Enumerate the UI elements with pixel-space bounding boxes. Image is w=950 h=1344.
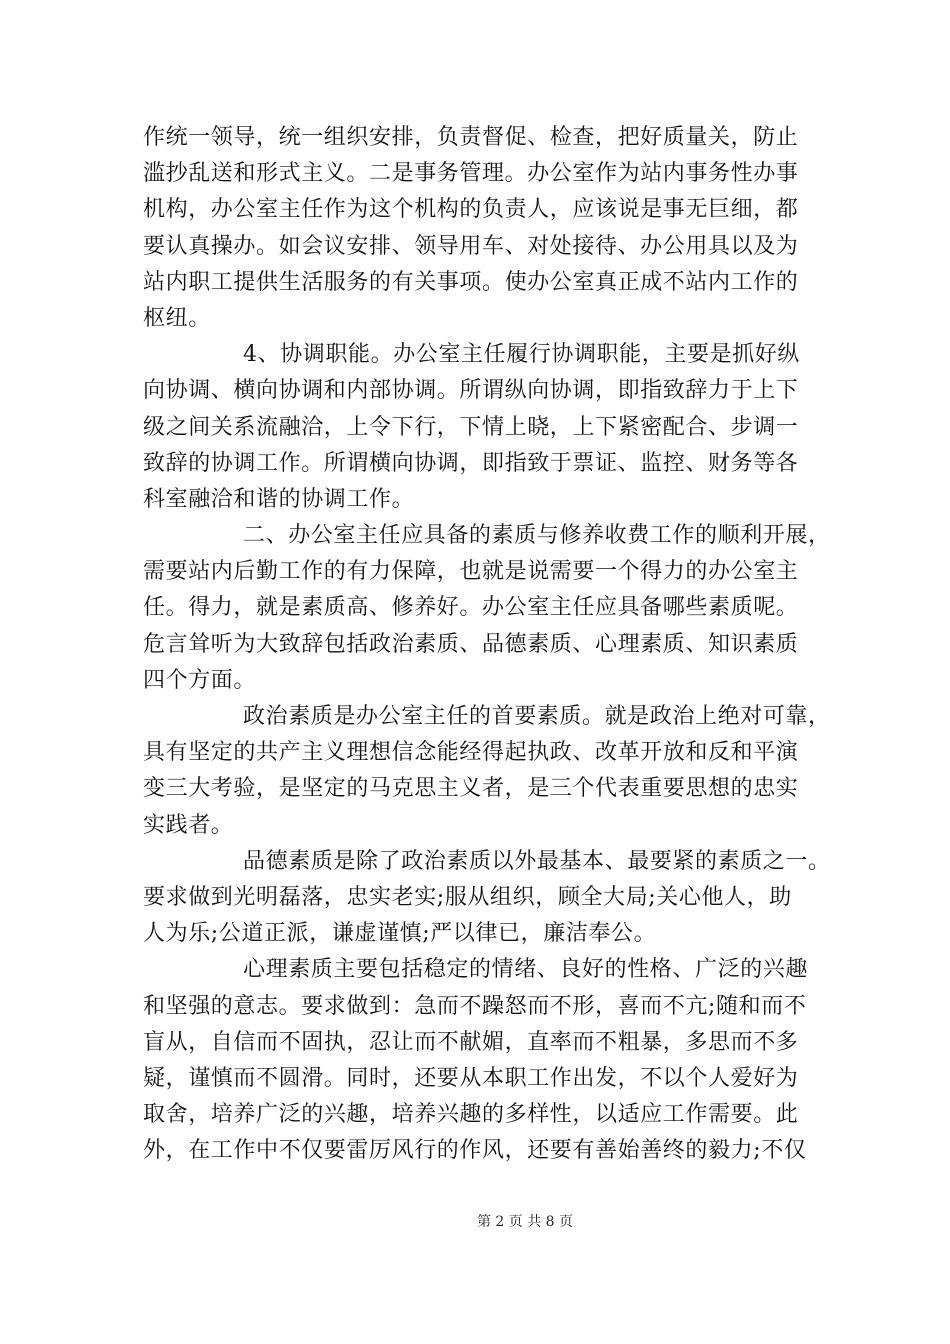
text-line: 和坚强的意志。要求做到：急而不躁怒而不形，喜而不亢;随和而不 [143, 993, 807, 1019]
text-line: 枢纽。 [143, 305, 211, 331]
document-body [143, 120, 831, 1169]
paragraph-start-line: 4、协调职能。办公室主任履行协调职能，主要是抓好纵 [243, 342, 800, 368]
text-line: 机构，办公室主任作为这个机构的负责人，应该说是事无巨细，都 [143, 197, 799, 223]
text-line: 致辞的协调工作。所谓横向协调，即指致于票证、监控、财务等各 [143, 450, 799, 476]
text-line: 危言耸听为大致辞包括政治素质、品德素质、心理素质、知识素质 [143, 631, 799, 657]
page-number-footer: 第 2 页 共 8 页 [476, 1214, 574, 1230]
text-line: 实践者。 [143, 812, 234, 838]
text-line: 级之间关系流融洽，上令下行，下情上晓，上下紧密配合、步调一 [143, 414, 799, 440]
text-line: 盲从，自信而不固执，忍让而不献媚，直率而不粗暴，多思而不多 [143, 1029, 799, 1055]
text-line: 要求做到光明磊落，忠实老实;服从组织，顾全大局;关心他人，助 [143, 884, 792, 910]
paragraph-start-line: 心理素质主要包括稳定的情绪、良好的性格、广泛的兴趣 [243, 957, 809, 983]
text-line: 变三大考验，是坚定的马克思主义者，是三个代表重要思想的忠实 [143, 776, 799, 802]
paragraph-start-line: 二、办公室主任应具备的素质与修养收费工作的顺利开展， [243, 523, 831, 549]
text-line: 站内职工提供生活服务的有关事项。使办公室真正成不站内工作的 [143, 269, 799, 295]
text-line: 科室融洽和谐的协调工作。 [143, 486, 415, 512]
paragraph-start-line: 品德素质是除了政治素质以外最基本、最要紧的素质之一。 [243, 848, 831, 874]
text-line: 任。得力，就是素质高、修养好。办公室主任应具备哪些素质呢。 [143, 595, 799, 621]
text-line: 向协调、横向协调和内部协调。所谓纵向协调，即指致辞力于上下 [143, 378, 799, 404]
text-line: 疑，谨慎而不圆滑。同时，还要从本职工作出发，不以个人爱好为 [143, 1065, 799, 1091]
text-line: 要认真操办。如会议安排、领导用车、对处接待、办公用具以及为 [143, 233, 799, 259]
text-line: 外，在工作中不仅要雷厉风行的作风，还要有善始善终的毅力;不仅 [143, 1138, 807, 1164]
text-line: 滥抄乱送和形式主义。二是事务管理。办公室作为站内事务性办事 [143, 161, 799, 187]
text-line: 取舍，培养广泛的兴趣，培养兴趣的多样性，以适应工作需要。此 [143, 1102, 799, 1128]
text-line: 人为乐;公道正派，谦虚谨慎;严以律已，廉洁奉公。 [143, 921, 657, 947]
paragraph-start-line: 政治素质是办公室主任的首要素质。就是政治上绝对可靠， [243, 704, 831, 729]
text-line: 具有坚定的共产主义理想信念能经得起执政、改革开放和反和平演 [143, 740, 799, 766]
text-line: 需要站内后勤工作的有力保障，也就是说需要一个得力的办公室主 [143, 559, 799, 585]
text-line: 作统一领导，统一组织安排，负责督促、检查，把好质量关，防止 [143, 125, 799, 150]
text-line: 四个方面。 [143, 667, 257, 693]
